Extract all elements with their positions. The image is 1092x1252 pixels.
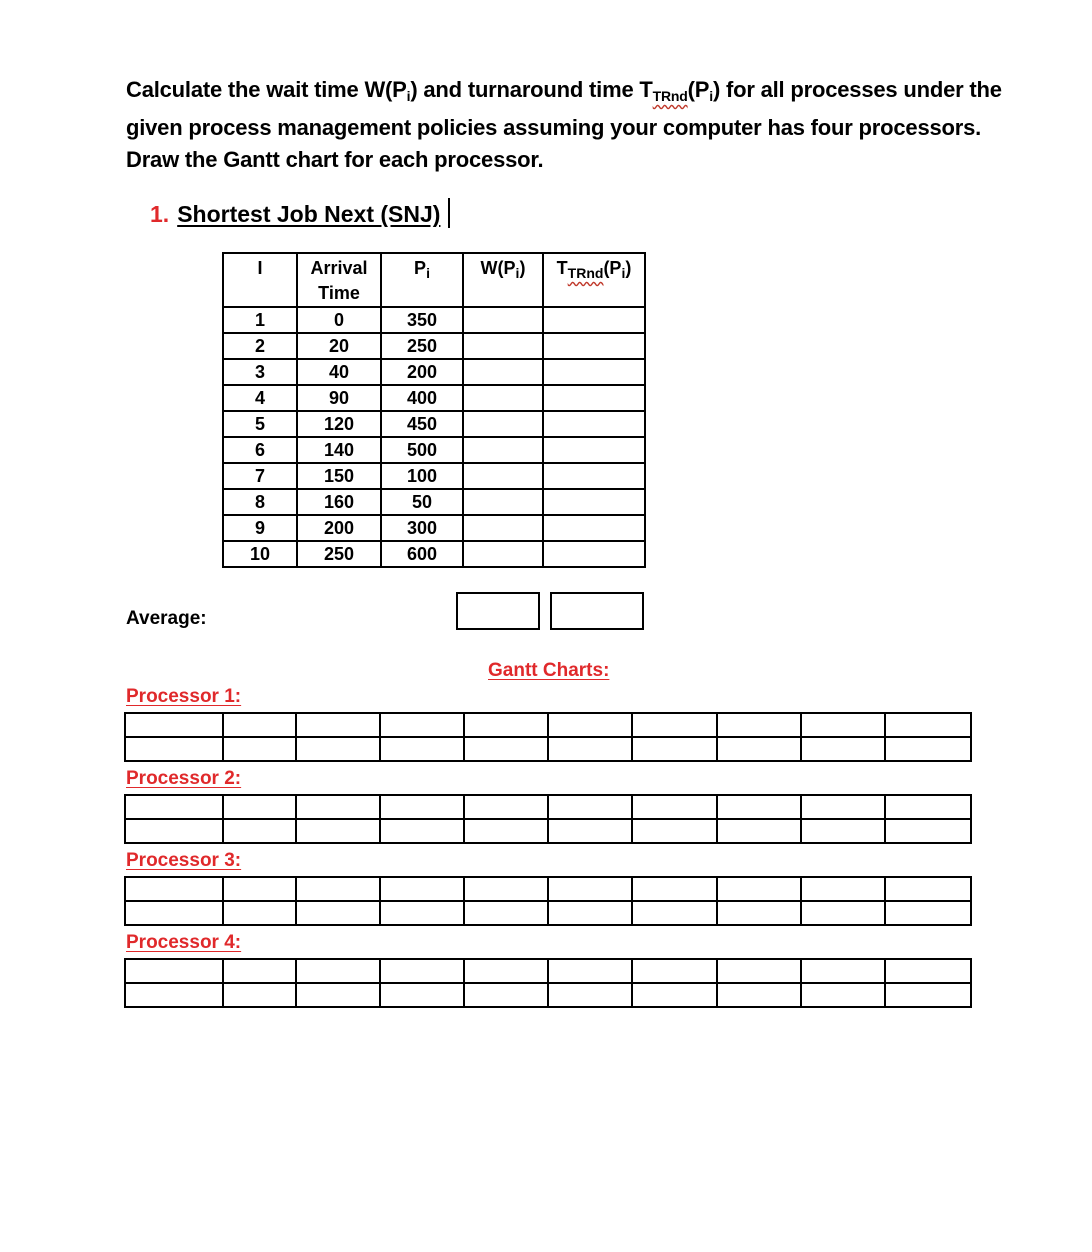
cell-turnaround[interactable]: [543, 359, 645, 385]
gantt-cell[interactable]: [885, 795, 971, 819]
table-row: [223, 541, 645, 567]
gantt-cell[interactable]: [296, 713, 380, 737]
gantt-cell[interactable]: [885, 959, 971, 983]
cell-i: 6: [223, 437, 297, 463]
average-turnaround-box[interactable]: [550, 592, 644, 630]
gantt-cell[interactable]: [223, 959, 296, 983]
cell-wait[interactable]: [463, 489, 543, 515]
cell-arrival: 40: [297, 359, 381, 385]
gantt-cell[interactable]: [125, 901, 223, 925]
gantt-cell[interactable]: [801, 959, 885, 983]
gantt-cell[interactable]: [717, 737, 801, 761]
cell-pi: 50: [381, 489, 463, 515]
gantt-cell[interactable]: [125, 819, 223, 843]
table-row: [223, 385, 645, 411]
processor-4-gantt-chart: [124, 958, 972, 1008]
cell-i: 4: [223, 385, 297, 411]
cell-pi: 450: [381, 411, 463, 437]
gantt-cell[interactable]: [717, 901, 801, 925]
gantt-cell[interactable]: [380, 901, 464, 925]
cell-i: 5: [223, 411, 297, 437]
cell-arrival: 20: [297, 333, 381, 359]
gantt-cell[interactable]: [717, 819, 801, 843]
cell-i: 2: [223, 333, 297, 359]
gantt-cell[interactable]: [464, 983, 548, 1007]
gantt-process-row: [125, 877, 971, 901]
cell-turnaround[interactable]: [543, 489, 645, 515]
gantt-cell[interactable]: [296, 795, 380, 819]
cell-pi: 250: [381, 333, 463, 359]
cell-i: 8: [223, 489, 297, 515]
section-heading: Shortest Job Next (SNJ): [177, 201, 441, 227]
cell-pi: 500: [381, 437, 463, 463]
gantt-cell[interactable]: [632, 795, 717, 819]
cell-i: 9: [223, 515, 297, 541]
gantt-cell[interactable]: [801, 819, 885, 843]
gantt-process-row: [125, 959, 971, 983]
gantt-cell[interactable]: [885, 983, 971, 1007]
gantt-cell[interactable]: [717, 983, 801, 1007]
cell-turnaround[interactable]: [543, 541, 645, 567]
cell-pi: 600: [381, 541, 463, 567]
gantt-cell[interactable]: [548, 983, 632, 1007]
gantt-time-row: [125, 983, 971, 1007]
gantt-cell[interactable]: [548, 877, 632, 901]
gantt-cell[interactable]: [801, 737, 885, 761]
gantt-cell[interactable]: [632, 901, 717, 925]
gantt-cell[interactable]: [717, 713, 801, 737]
gantt-cell[interactable]: [548, 737, 632, 761]
gantt-cell[interactable]: [380, 959, 464, 983]
gantt-cell[interactable]: [125, 983, 223, 1007]
gantt-process-row: [125, 795, 971, 819]
gantt-cell[interactable]: [223, 877, 296, 901]
gantt-cell[interactable]: [380, 713, 464, 737]
section-number: 1.: [150, 201, 170, 227]
processor-2-label: Processor 2:: [126, 768, 242, 789]
gantt-cell[interactable]: [223, 713, 296, 737]
processor-1-gantt-chart: [124, 712, 972, 762]
gantt-cell[interactable]: [464, 795, 548, 819]
gantt-cell[interactable]: [380, 877, 464, 901]
cell-i: 10: [223, 541, 297, 567]
header-i: I: [223, 253, 297, 307]
gantt-cell[interactable]: [464, 877, 548, 901]
gantt-cell[interactable]: [223, 795, 296, 819]
cell-arrival: 250: [297, 541, 381, 567]
gantt-cell[interactable]: [632, 983, 717, 1007]
turnaround-symbol: $T_{TRnd}$: [639, 77, 688, 104]
table-row: [223, 307, 645, 333]
cell-wait[interactable]: [463, 359, 543, 385]
gantt-cell[interactable]: [548, 901, 632, 925]
gantt-cell[interactable]: [632, 713, 717, 737]
gantt-cell[interactable]: [464, 737, 548, 761]
gantt-cell[interactable]: [548, 959, 632, 983]
gantt-cell[interactable]: [801, 983, 885, 1007]
cell-turnaround[interactable]: [543, 411, 645, 437]
cell-turnaround[interactable]: [543, 515, 645, 541]
gantt-process-row: [125, 713, 971, 737]
gantt-cell[interactable]: [885, 819, 971, 843]
gantt-cell[interactable]: [464, 901, 548, 925]
cell-turnaround[interactable]: [543, 307, 645, 333]
gantt-cell[interactable]: [717, 959, 801, 983]
table-row: [223, 489, 645, 515]
gantt-cell[interactable]: [885, 901, 971, 925]
gantt-cell[interactable]: [125, 737, 223, 761]
cell-wait[interactable]: [463, 411, 543, 437]
gantt-cell[interactable]: [632, 737, 717, 761]
gantt-cell[interactable]: [223, 819, 296, 843]
cell-pi: 350: [381, 307, 463, 333]
table-row: [223, 515, 645, 541]
gantt-cell[interactable]: [296, 877, 380, 901]
cell-i: 3: [223, 359, 297, 385]
gantt-cell[interactable]: [296, 983, 380, 1007]
text-cursor: [448, 198, 450, 228]
gantt-cell[interactable]: [801, 795, 885, 819]
section-title: [150, 198, 450, 228]
gantt-cell[interactable]: [380, 795, 464, 819]
gantt-cell[interactable]: [380, 983, 464, 1007]
gantt-cell[interactable]: [380, 737, 464, 761]
gantt-cell[interactable]: [296, 959, 380, 983]
cell-turnaround[interactable]: [543, 385, 645, 411]
gantt-time-row: [125, 901, 971, 925]
header-turnaround-time: $T_{TRnd}(P_i)$: [543, 253, 645, 307]
gantt-cell[interactable]: [223, 901, 296, 925]
cell-wait[interactable]: [463, 541, 543, 567]
process-table: [222, 252, 646, 568]
gantt-charts-title: Gantt Charts:: [488, 660, 610, 681]
gantt-cell[interactable]: [548, 819, 632, 843]
gantt-cell[interactable]: [125, 795, 223, 819]
gantt-cell[interactable]: [885, 737, 971, 761]
cell-wait[interactable]: [463, 385, 543, 411]
header-arrival-time: Arrival Time: [297, 253, 381, 307]
table-row: [223, 359, 645, 385]
cell-pi: 300: [381, 515, 463, 541]
table-row: [223, 437, 645, 463]
gantt-cell[interactable]: [223, 737, 296, 761]
cell-arrival: 0: [297, 307, 381, 333]
gantt-cell[interactable]: [125, 959, 223, 983]
table-row: [223, 333, 645, 359]
cell-wait[interactable]: [463, 463, 543, 489]
cell-turnaround[interactable]: [543, 437, 645, 463]
cell-wait[interactable]: [463, 307, 543, 333]
cell-wait[interactable]: [463, 333, 543, 359]
gantt-cell[interactable]: [548, 713, 632, 737]
processor-3-gantt-chart: [124, 876, 972, 926]
gantt-cell[interactable]: [632, 819, 717, 843]
cell-pi: 200: [381, 359, 463, 385]
table-row: [223, 411, 645, 437]
gantt-cell[interactable]: [125, 713, 223, 737]
cell-arrival: 90: [297, 385, 381, 411]
cell-arrival: 160: [297, 489, 381, 515]
gantt-cell[interactable]: [717, 795, 801, 819]
gantt-cell[interactable]: [296, 901, 380, 925]
cell-arrival: 140: [297, 437, 381, 463]
cell-wait[interactable]: [463, 437, 543, 463]
gantt-cell[interactable]: [464, 713, 548, 737]
gantt-cell[interactable]: [296, 819, 380, 843]
processor-2-gantt-chart: [124, 794, 972, 844]
cell-arrival: 120: [297, 411, 381, 437]
gantt-cell[interactable]: [548, 795, 632, 819]
gantt-cell[interactable]: [801, 901, 885, 925]
table-row: [223, 463, 645, 489]
gantt-cell[interactable]: [464, 819, 548, 843]
cell-i: 7: [223, 463, 297, 489]
gantt-time-row: [125, 819, 971, 843]
cell-turnaround[interactable]: [543, 463, 645, 489]
gantt-cell[interactable]: [464, 959, 548, 983]
gantt-cell[interactable]: [885, 713, 971, 737]
gantt-cell[interactable]: [801, 877, 885, 901]
average-wait-box[interactable]: [456, 592, 540, 630]
cell-arrival: 200: [297, 515, 381, 541]
instructions-paragraph: Calculate the wait time $W(P_i)$ and turnaround time $T_{TRnd}(P_i)$ for all processes under the given process management policies assuming your computer has four processors. Draw the Gantt chart for each processor.: [126, 77, 1002, 172]
gantt-cell[interactable]: [380, 819, 464, 843]
cell-pi: 400: [381, 385, 463, 411]
processor-1-label: Processor 1:: [126, 686, 242, 707]
table-header-row: [223, 253, 645, 307]
gantt-cell[interactable]: [296, 737, 380, 761]
processor-3-label: Processor 3:: [126, 850, 242, 871]
gantt-cell[interactable]: [885, 877, 971, 901]
cell-i: 1: [223, 307, 297, 333]
gantt-cell[interactable]: [632, 877, 717, 901]
gantt-cell[interactable]: [801, 713, 885, 737]
gantt-cell[interactable]: [632, 959, 717, 983]
cell-wait[interactable]: [463, 515, 543, 541]
average-label: Average:: [126, 608, 207, 629]
cell-pi: 100: [381, 463, 463, 489]
cell-turnaround[interactable]: [543, 333, 645, 359]
cell-arrival: 150: [297, 463, 381, 489]
header-wait-time: $W(P_i)$: [463, 253, 543, 307]
header-pi: $P_i$: [381, 253, 463, 307]
gantt-cell[interactable]: [223, 983, 296, 1007]
gantt-cell[interactable]: [717, 877, 801, 901]
processor-4-label: Processor 4:: [126, 932, 242, 953]
gantt-cell[interactable]: [125, 877, 223, 901]
gantt-time-row: [125, 737, 971, 761]
